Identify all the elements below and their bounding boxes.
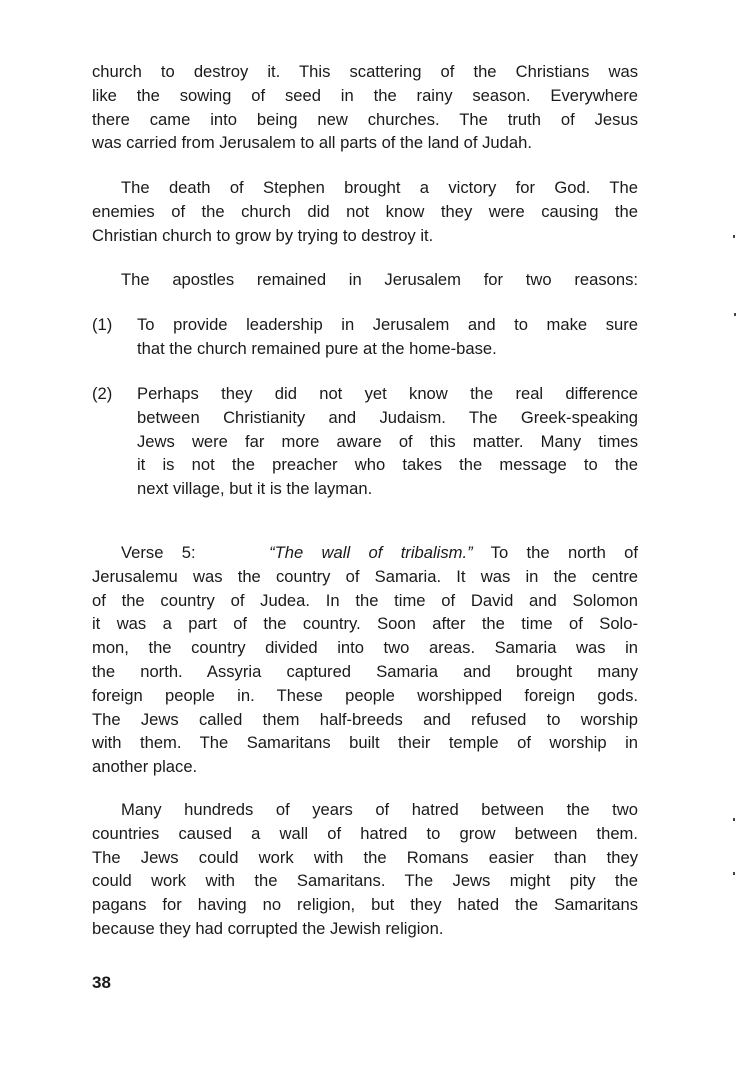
scan-speck [733, 235, 735, 238]
text-line: The Jews called them half-breeds and refused to worship [92, 709, 638, 729]
list-item-1 [92, 313, 638, 361]
text-line: it was a part of the country. Soon after the time of Solo- [92, 614, 638, 634]
text-line: Christian church to grow by trying to destroy it. [92, 225, 434, 245]
text-line: To provide leadership in Jerusalem and to make sure [137, 315, 638, 334]
text-line: The apostles remained in Jerusalem for two reasons: [121, 270, 638, 289]
paragraph-apostles [92, 268, 638, 292]
paragraph-stephen [92, 176, 638, 247]
text-line: Jerusalemu was the country of Samaria. It was in the centre [92, 566, 638, 586]
text-line: pagans for having no religion, but they hated the Samaritans [92, 895, 638, 915]
text-line: it is not the preacher who takes the message to the [137, 455, 638, 475]
scan-speck [733, 818, 735, 821]
paragraph-verse-5 [92, 541, 638, 779]
list-item-2 [92, 382, 638, 501]
text-span: To the north of [490, 543, 638, 562]
text-line: Jews were far more aware of this matter. Many times [137, 431, 638, 451]
text-line: the north. Assyria captured Samaria and brought many [92, 661, 638, 681]
paragraph-hatred [92, 798, 638, 941]
text-line: The Jews could work with the Romans easier than they [92, 847, 638, 867]
text-line: another place. [92, 757, 198, 777]
scan-speck [733, 872, 735, 875]
text-line: was carried from Jerusalem to all parts of the land of Judah. [92, 133, 532, 153]
text-line: of the country of Judea. In the time of David and Solomon [92, 590, 638, 610]
text-line: foreign people in. These people worshipped foreign gods. [92, 685, 638, 705]
item-number: (2) [92, 384, 113, 403]
verse-first-line [92, 541, 638, 565]
text-line: mon, the country divided into two areas. Samaria was in [92, 638, 638, 658]
text-line: church to destroy it. This scattering of the Christians was [92, 62, 638, 81]
text-line: next village, but it is the layman. [137, 479, 373, 499]
text-line: enemies of the church did not know they were causing the [92, 201, 638, 221]
text-line: because they had corrupted the Jewish religion. [92, 918, 444, 938]
text-line: with them. The Samaritans built their temple of worship in [92, 733, 638, 753]
text-line: Perhaps they did not yet know the real difference [137, 384, 638, 403]
verse-quote: “The wall of tribalism.” [269, 543, 473, 562]
text-line: countries caused a wall of hatred to grow between them. [92, 823, 638, 843]
text-line: that the church remained pure at the home-base. [137, 338, 497, 358]
text-line: Many hundreds of years of hatred between the two [121, 800, 638, 819]
item-number: (1) [92, 315, 113, 334]
verse-label: Verse 5: [121, 543, 196, 562]
text-line: there came into being new churches. The truth of Jesus [92, 109, 638, 129]
page-number: 38 [92, 973, 111, 992]
paragraph-scattering [92, 60, 638, 155]
text-line: like the sowing of seed in the rainy season. Everywhere [92, 85, 638, 105]
text-line: could work with the Samaritans. The Jews might pity the [92, 871, 638, 891]
text-line: The death of Stephen brought a victory for God. The [121, 178, 638, 197]
scan-speck [734, 313, 736, 316]
text-line: between Christianity and Judaism. The Greek-speaking [137, 407, 638, 427]
